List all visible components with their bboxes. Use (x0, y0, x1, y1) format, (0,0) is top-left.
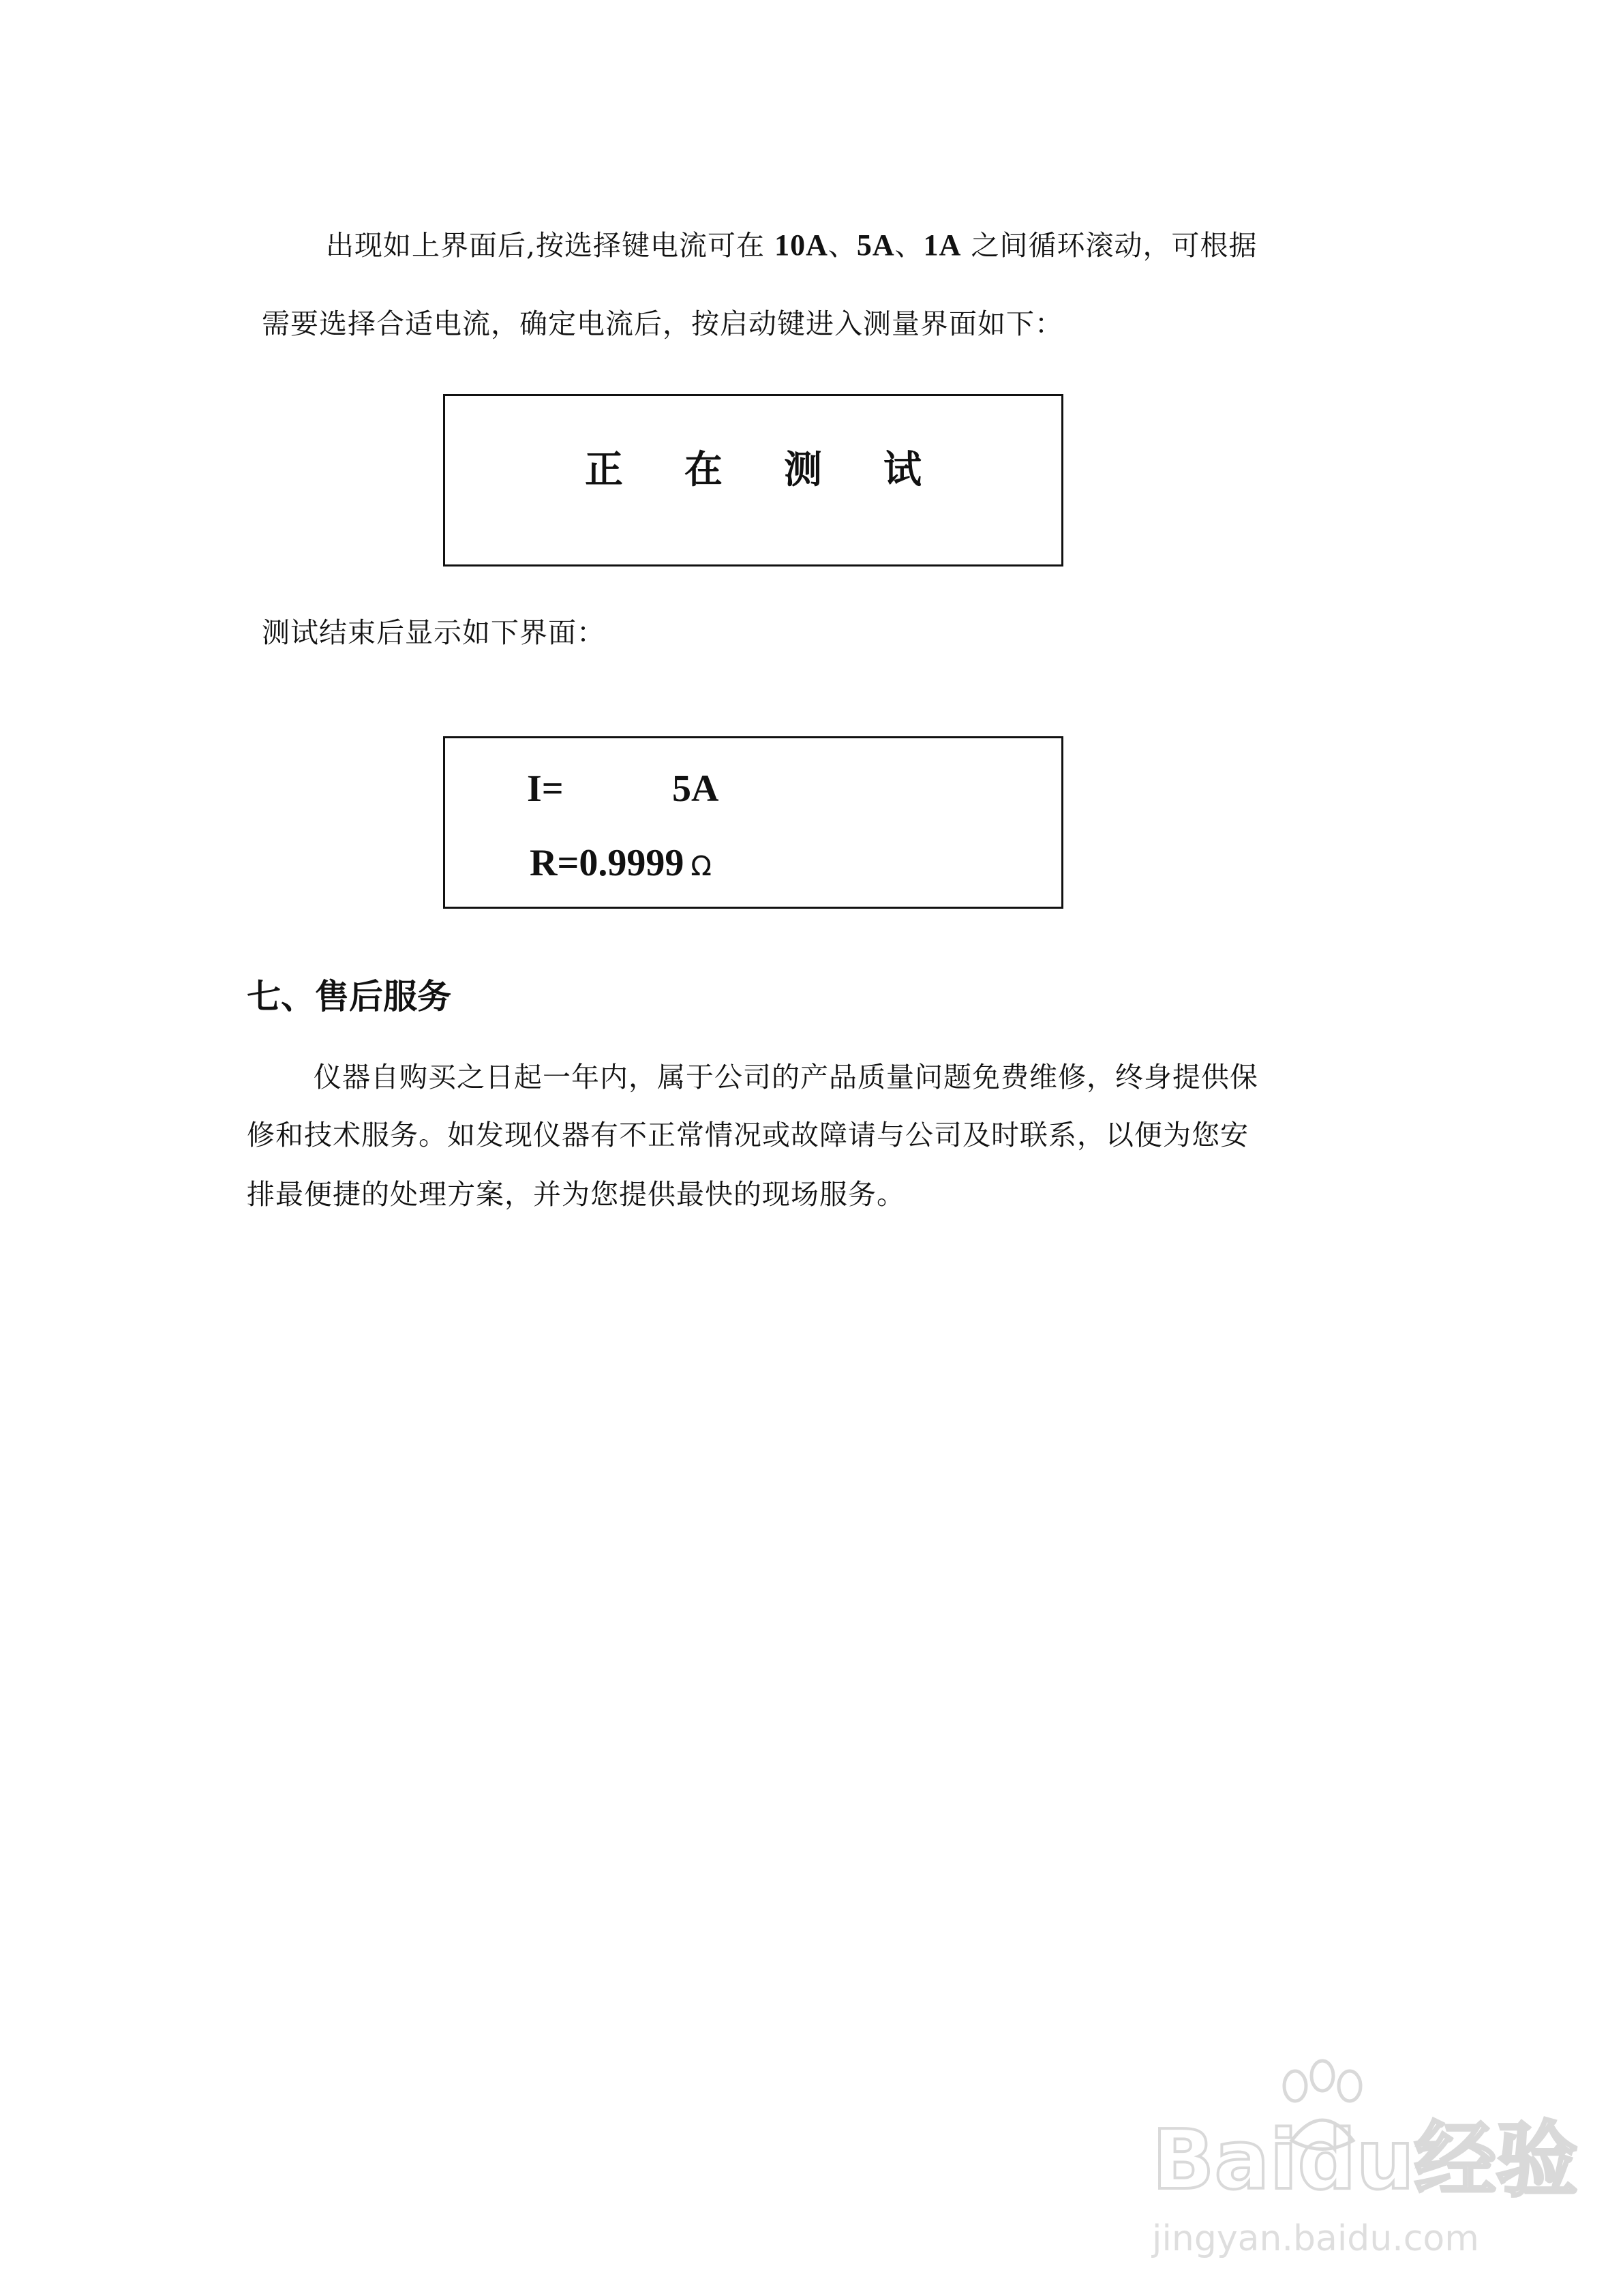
section-7-line-1: 仪器自购买之日起一年内，属于公司的产品质量问题免费维修，终身提供保 (314, 1061, 1258, 1093)
testing-screen-text: 正在测试 (585, 447, 983, 492)
section-7-line-3: 排最便捷的处理方案，并为您提供最快的现场服务。 (247, 1178, 905, 1211)
current-option-10a: 10A (774, 228, 828, 262)
current-label: I= (527, 768, 564, 810)
watermark-brand: Baidu经验 (1152, 2113, 1578, 2208)
ohm-unit: Ω (691, 851, 712, 882)
separator: 、 (828, 229, 857, 262)
current-option-1a: 1A (923, 228, 962, 262)
intro-line-1 (326, 230, 1257, 260)
resistance-label: R=0.9999 (530, 842, 684, 884)
baidu-jingyan-watermark (1152, 2059, 1578, 2277)
current-value: 5A (672, 768, 719, 810)
result-screen (443, 736, 1063, 909)
section-7-line-2: 修和技术服务。如发现仪器有不正常情况或故障请与公司及时联系，以便为您安 (247, 1119, 1249, 1151)
resistance-readout (530, 844, 712, 882)
intro-line-1-start: 出现如上界面后,按选择键电流可在 (326, 229, 765, 262)
current-option-5a: 5A (856, 228, 895, 262)
watermark-url: jingyan.baidu.com (1152, 2218, 1479, 2259)
current-readout (527, 770, 564, 808)
section-7-heading: 七、售后服务 (247, 977, 451, 1016)
intro-line-2: 需要选择合适电流，确定电流后，按启动键进入测量界面如下： (262, 307, 1063, 340)
after-test-text: 测试结束后显示如下界面： (262, 616, 605, 649)
separator: 、 (894, 229, 924, 262)
testing-screen (443, 394, 1063, 567)
intro-line-1-end: 之间循环滚动，可根据 (971, 229, 1258, 262)
